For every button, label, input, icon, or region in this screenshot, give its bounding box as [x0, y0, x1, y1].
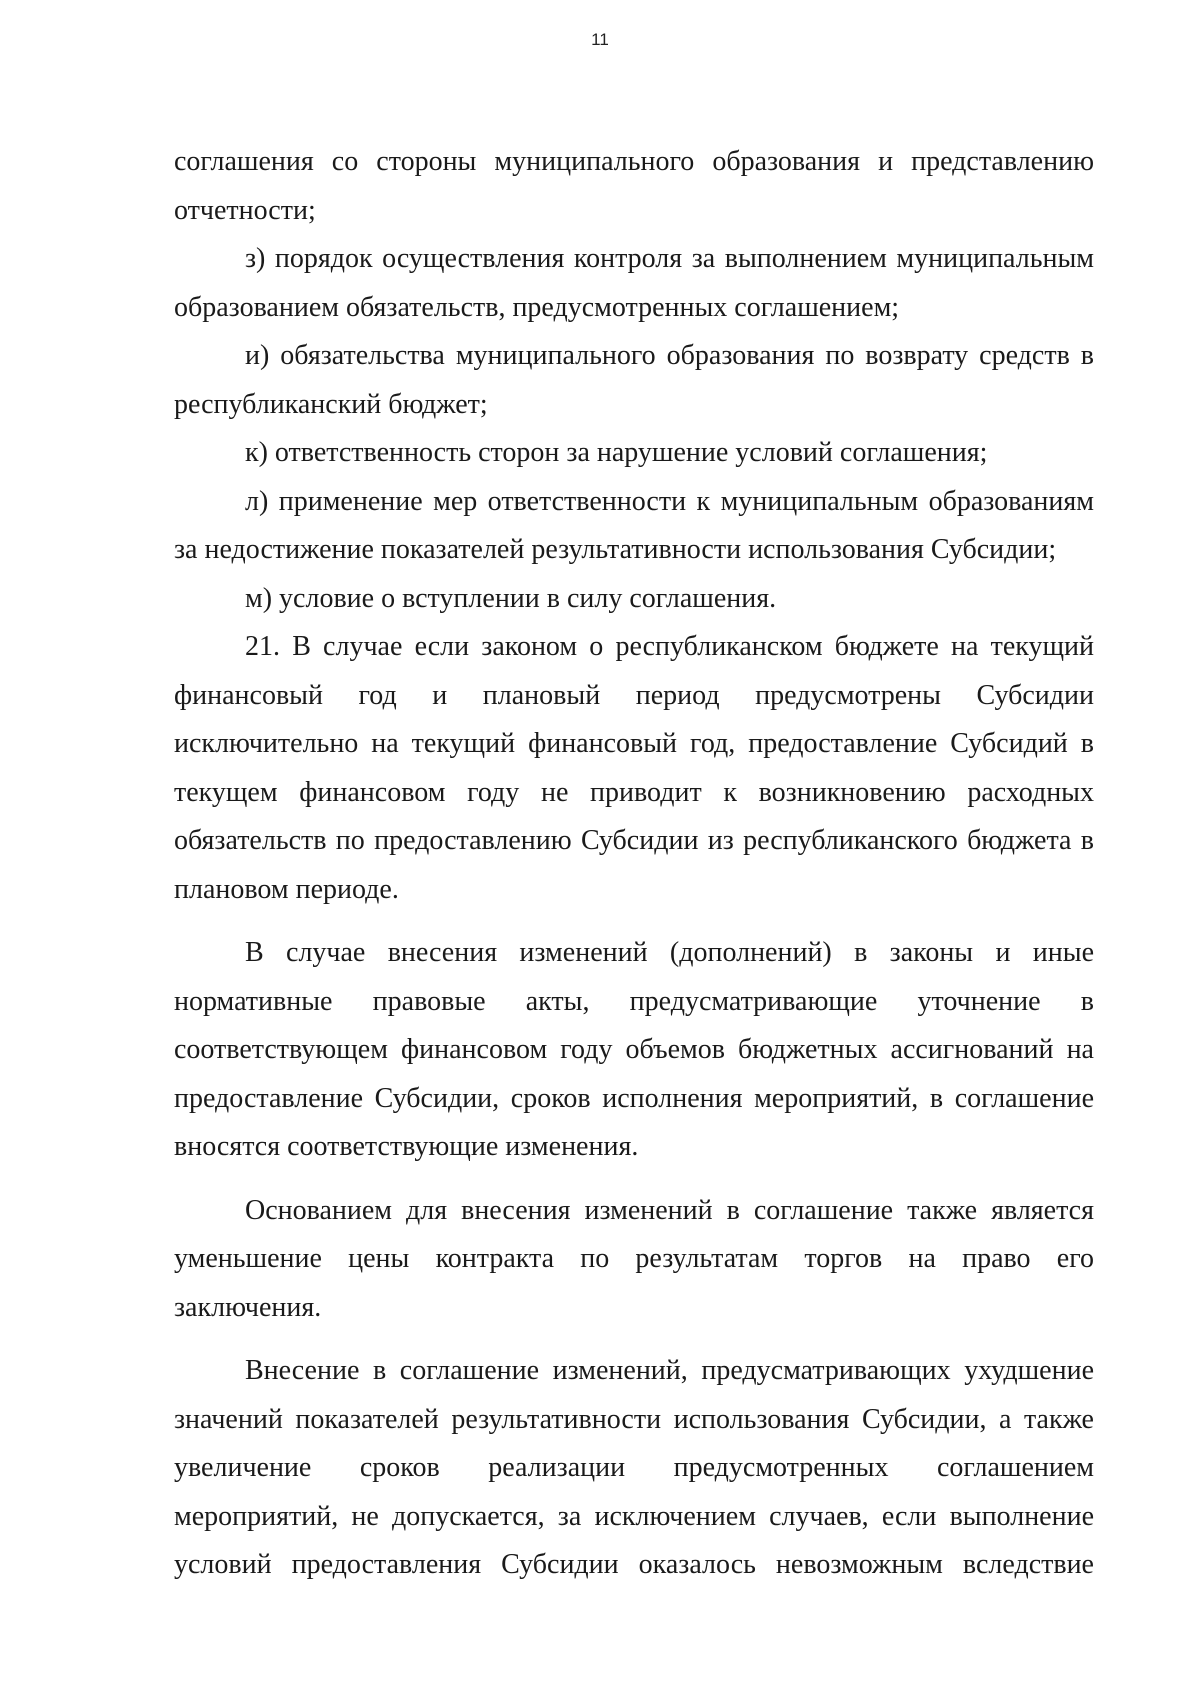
paragraph-amendments: В случае внесения изменений (дополнений) в законы и иные нормативные правовые акты, предусматривающие уточнение в соответствующем финансовом году объемов бюджетных ассигнований на предоставление Субсидии, сроков исполнения мероприятий, в соглашение вносятся соответствующие изменения. [174, 937, 1094, 1162]
document-body [174, 138, 1094, 1590]
page-number: 11 [591, 30, 609, 49]
paragraph-continuation: соглашения со стороны муниципального образования и представлению отчетности; [174, 146, 1094, 226]
paragraph-grounds: Основанием для внесения изменений в соглашение также является уменьшение цены контракта по результатам торгов на право его заключения. [174, 1194, 1094, 1323]
list-item-z: з) порядок осуществления контроля за выполнением муниципальным образованием обязательств, предусмотренных соглашением; [174, 243, 1094, 323]
paragraph-restrictions: Внесение в соглашение изменений, предусматривающих ухудшение значений показателей результативности использования Субсидии, а также увеличение сроков реализации предусмотренных соглашением мероприятий, не допускается, за исключением случаев, если выполнение условий предоставления Субсидии оказалось невозможным вследствие [174, 1355, 1094, 1580]
list-item-i: и) обязательства муниципального образования по возврату средств в республиканский бюджет; [174, 340, 1094, 420]
list-item-m: м) условие о вступлении в силу соглашения. [245, 582, 777, 614]
list-item-k: к) ответственность сторон за нарушение условий соглашения; [245, 437, 988, 468]
clause-21: 21. В случае если законом о республиканском бюджете на текущий финансовый год и плановый период предусмотрены Субсидии исключительно на текущий финансовый год, предоставление Субсидий в текущем финансовом году не приводит к возникновению расходных обязательств по предоставлению Субсидии из республиканского бюджета в плановом периоде. [174, 631, 1094, 905]
list-item-l: л) применение мер ответственности к муниципальным образованиям за недостижение показателей результативности использования Субсидии; [174, 485, 1094, 565]
